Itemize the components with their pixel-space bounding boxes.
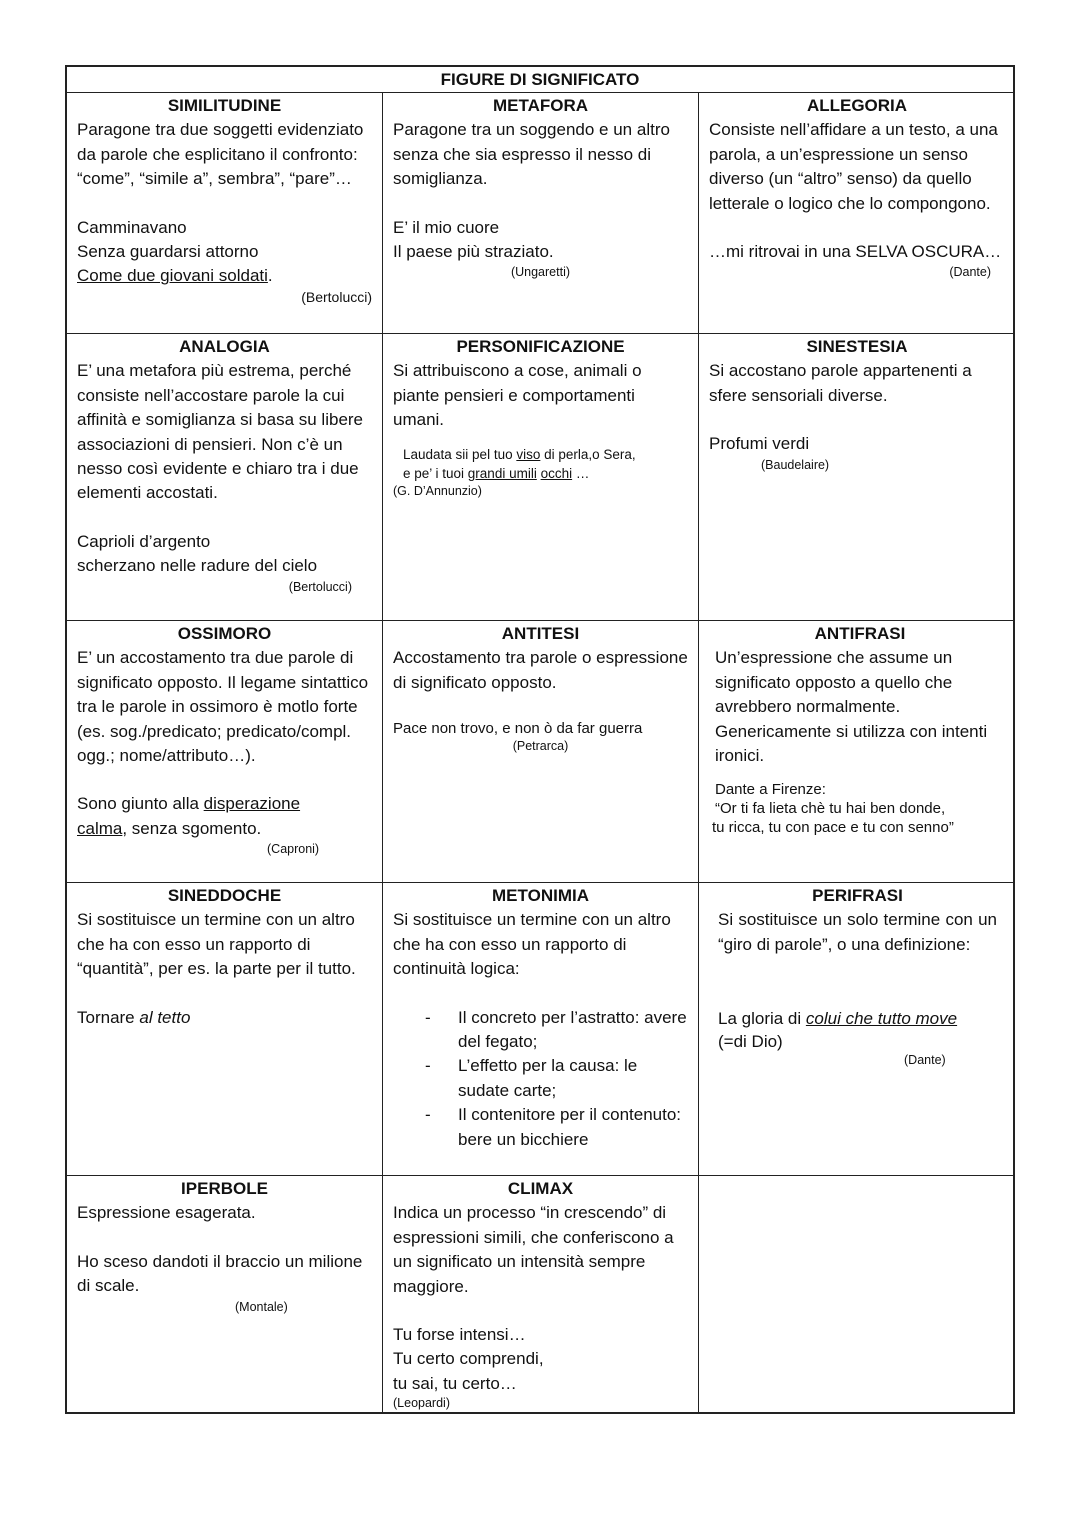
example-underlined: calma [77, 818, 123, 838]
definition-perifrasi: Si sostituisce un solo termine con un “giro di parole”, o una definizione: [718, 910, 997, 954]
heading-metafora: METAFORA [492, 96, 589, 115]
example-line: Tu forse intensi… [393, 1325, 526, 1345]
row-divider [67, 1175, 1013, 1176]
example-underlined: disperazione [203, 794, 301, 814]
example-sinestesia: Profumi verdi [709, 434, 810, 454]
example-iperbole: Ho sceso dandoti il braccio un milione di scale. [77, 1251, 363, 1296]
definition-sinestesia: Si accostano parole appartenenti a sfere sensoriali diverse. [709, 361, 972, 405]
row-divider [67, 333, 1013, 334]
example-text: e pe’ i tuoi [403, 465, 468, 481]
definition-personificazione: Si attribuiscono a cose, animali o piante pensieri e comportamenti umani. [393, 361, 642, 430]
example-italic: al tetto [139, 1007, 191, 1027]
example-antitesi: Pace non trovo, e non ò da far guerra [393, 720, 643, 738]
heading-antitesi: ANTITESI [501, 624, 580, 643]
heading-allegoria: ALLEGORIA [806, 96, 908, 115]
example-line: “Or ti fa lieta chè tu hai ben donde, [715, 800, 946, 818]
heading-perifrasi: PERIFRASI [812, 886, 903, 905]
heading-sineddoche: SINEDDOCHE [167, 886, 282, 905]
definition-sineddoche: Si sostituisce un termine con un altro che ha con esso un rapporto di “quantità”, per es. la parte per il tutto. [77, 910, 356, 979]
example-text: La gloria di [718, 1009, 806, 1029]
heading-ossimoro: OSSIMORO [177, 624, 272, 643]
list-item [393, 1006, 688, 1055]
heading-personificazione: PERSONIFICAZIONE [456, 337, 625, 356]
heading-metonimia: METONIMIA [492, 886, 589, 905]
definition-allegoria: Consiste nell’affidare a un testo, a una parola, a un’espressione un senso diverso (un “altro” senso) da quello letterale o logico che lo compongono. [709, 120, 998, 213]
source-allegoria: (Dante) [949, 265, 991, 280]
row-divider [67, 92, 1013, 93]
source-metafora: (Ungaretti) [510, 265, 571, 280]
example-line: E’ il mio cuore [393, 217, 500, 237]
cell-ossimoro [67, 622, 382, 882]
list-item-text: Il contenitore per il contenuto: bere un bicchiere [458, 1105, 682, 1149]
table-title: FIGURE DI SIGNIFICATO [440, 70, 640, 89]
definition-iperbole: Espressione esagerata. [77, 1203, 256, 1223]
example-text: Sono giunto alla [77, 794, 204, 814]
figures-table [65, 65, 1015, 1414]
row-divider [67, 882, 1013, 883]
definition-antitesi: Accostamento tra parole o espressione di significato opposto. [393, 648, 688, 692]
definition-antifrasi: Un’espressione che assume un significato opposto a quello che avrebbero normalmente. Genericamente si utilizza con intenti ironici. [715, 648, 988, 766]
example-italic-underlined: colui che tutto move [805, 1009, 958, 1029]
example-line: Dante a Firenze: [715, 781, 826, 799]
example-line: Tu certo comprendi, [393, 1349, 544, 1369]
cell-personificazione [383, 335, 698, 620]
example-line: Caprioli d’argento [77, 531, 211, 551]
cell-antifrasi [699, 622, 1015, 882]
definition-similitudine: Paragone tra due soggetti evidenziato da parole che esplicitano il confronto: “come”, “simile a”, sembra”, “pare”… [77, 120, 364, 189]
cell-antitesi [383, 622, 698, 882]
dash-bullet: - [425, 1007, 431, 1027]
example-line: tu sai, tu certo… [393, 1373, 517, 1393]
cell-metafora [383, 94, 698, 333]
source-personificazione: (G. D’Annunzio) [393, 483, 482, 498]
source-perifrasi: (Dante) [904, 1052, 946, 1067]
list-item-text: L’effetto per la causa: le sudate carte; [458, 1056, 638, 1100]
heading-analogia: ANALOGIA [179, 337, 270, 356]
definition-analogia: E’ una metafora più estrema, perché consiste nell’accostare parole la cui affinità e somiglianza si basa su libere associazioni di pensieri. Non c’è un nesso così evidente e chiaro tra i due elementi accostati. [77, 361, 364, 503]
example-line: Senza guardarsi attorno [77, 242, 259, 262]
cell-metonimia [383, 884, 698, 1175]
example-text: Tornare [77, 1007, 140, 1027]
source-sinestesia: (Baudelaire) [761, 457, 830, 472]
row-divider [67, 620, 1013, 621]
source-antitesi: (Petrarca) [512, 739, 569, 754]
cell-similitudine [67, 94, 382, 333]
heading-iperbole: IPERBOLE [181, 1179, 268, 1198]
cell-analogia [67, 335, 382, 620]
heading-climax: CLIMAX [507, 1179, 574, 1198]
cell-sineddoche [67, 884, 382, 1175]
dash-bullet: - [425, 1056, 431, 1076]
cell-sinestesia [699, 335, 1015, 620]
example-text: Laudata sii pel tuo [403, 446, 517, 462]
dash-bullet: - [425, 1105, 431, 1125]
example-text: di perla,o Sera, [540, 446, 636, 462]
source-similitudine: (Bertolucci) [301, 288, 372, 305]
cell-allegoria [699, 94, 1015, 333]
example-line: Camminavano [77, 217, 187, 237]
definition-metonimia: Si sostituisce un termine con un altro che ha con esso un rapporto di continuità logica: [393, 910, 671, 979]
example-line: scherzano nelle radure del cielo [77, 556, 318, 576]
definition-metafora: Paragone tra un soggendo e un altro senza che sia espresso il nesso di somiglianza. [393, 120, 670, 189]
example-underlined: viso [516, 446, 541, 462]
source-ossimoro: (Caproni) [267, 842, 320, 857]
list-item-text: Il concreto per l’astratto: avere del fegato; [458, 1007, 687, 1052]
definition-ossimoro: E’ un accostamento tra due parole di significato opposto. Il legame sintattico tra le parole in ossimoro è motlo forte (es. sog./predicato; predicato/compl. ogg.; nome/attributo…). [77, 648, 369, 766]
example-text: , senza sgomento. [122, 818, 262, 838]
heading-similitudine: SIMILITUDINE [167, 96, 282, 115]
source-climax: (Leopardi) [393, 1396, 450, 1411]
source-analogia: (Bertolucci) [288, 579, 352, 594]
heading-sinestesia: SINESTESIA [806, 337, 908, 356]
example-punct: . [267, 266, 273, 286]
heading-antifrasi: ANTIFRASI [814, 624, 906, 643]
example-line-underlined: Come due giovani soldati [77, 266, 268, 286]
source-iperbole: (Montale) [235, 1299, 288, 1314]
definition-climax: Indica un processo “in crescendo” di espressioni simili, che conferiscono a un significato un intensità sempre maggiore. [393, 1203, 674, 1296]
example-underlined: grandi umili [467, 465, 537, 481]
example-line: tu ricca, tu con pace e tu con senno” [712, 819, 954, 837]
example-line: Il paese più straziato. [393, 242, 554, 262]
cell-empty [699, 1177, 1015, 1414]
list-item [393, 1054, 688, 1103]
example-text: … [572, 465, 590, 481]
cell-perifrasi [699, 884, 1015, 1175]
example-gloss: (=di Dio) [718, 1031, 783, 1051]
list-item [393, 1103, 688, 1152]
example-underlined: occhi [540, 465, 573, 481]
metonimia-list [393, 1006, 688, 1152]
cell-climax [383, 1177, 698, 1414]
example-allegoria: …mi ritrovai in una SELVA OSCURA… [709, 242, 1002, 262]
cell-iperbole [67, 1177, 382, 1414]
